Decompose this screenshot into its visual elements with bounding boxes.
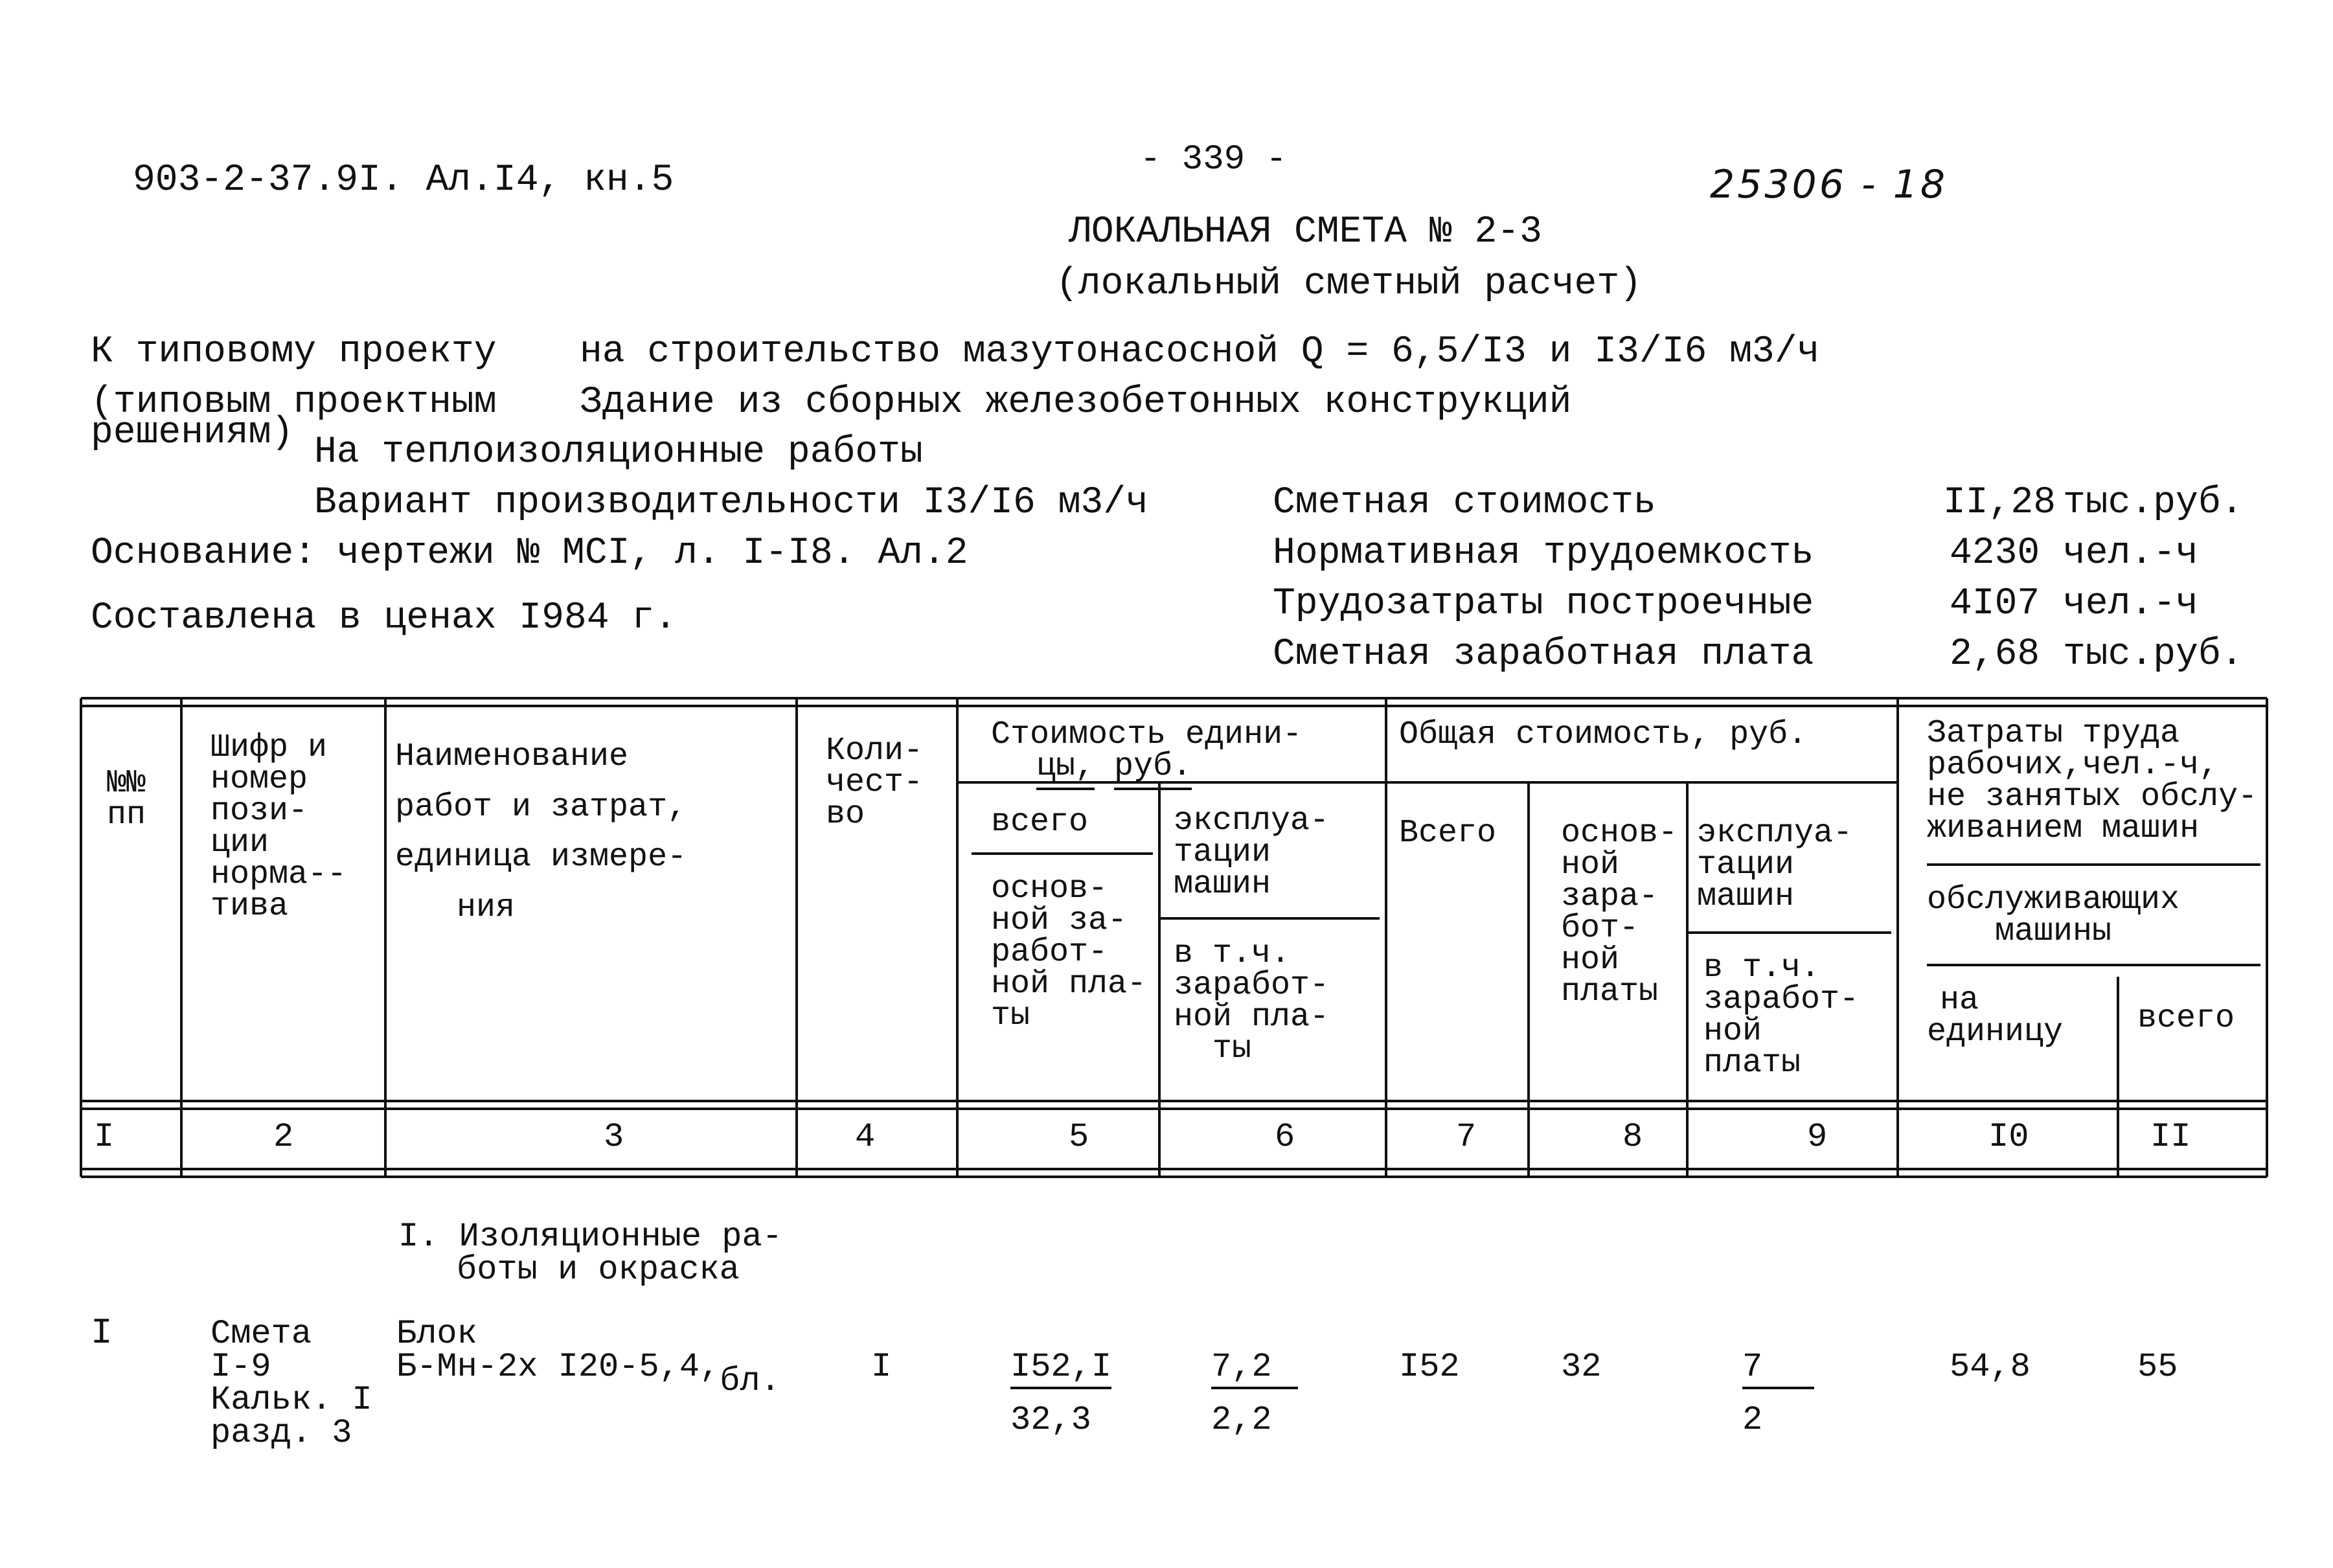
summary-label: Сметная стоимость bbox=[1273, 482, 1656, 524]
header-text: в т.ч. bbox=[1703, 949, 1821, 986]
summary-value: 2,68 bbox=[1950, 633, 2040, 676]
header-text: Стоимость едини- bbox=[991, 716, 1303, 753]
row-unit-machine: 7,2 bbox=[1211, 1350, 1298, 1389]
header-unit-machine-wage bbox=[1174, 935, 1330, 1067]
row-code-line: Кальк. I bbox=[211, 1380, 372, 1419]
summary-label: Сметная заработная плата bbox=[1273, 633, 1814, 676]
header-text: пози- bbox=[211, 793, 308, 830]
header-text: ной пла- bbox=[991, 966, 1147, 1003]
summary-unit: тыс.руб. bbox=[2063, 633, 2244, 676]
header-text: машин bbox=[1697, 878, 1795, 915]
column-number: II bbox=[2150, 1118, 2191, 1156]
row-name-line bbox=[396, 1347, 780, 1400]
header-text: единица измере- bbox=[395, 839, 687, 876]
header-labor-service bbox=[1927, 881, 2180, 950]
header-text: ния bbox=[457, 889, 516, 926]
header-text: ной bbox=[1561, 846, 1620, 883]
header-text: цы, bbox=[1036, 748, 1095, 790]
row-name-text: Б-Мн-2х I20-5,4, bbox=[396, 1347, 720, 1386]
header-unit-cost bbox=[991, 716, 1303, 785]
header-text: эксплуа- bbox=[1697, 815, 1853, 852]
column-number: I bbox=[94, 1118, 115, 1156]
header-unit-machine bbox=[1174, 802, 1330, 903]
header-text: ты bbox=[1212, 1030, 1252, 1067]
summary-label: Трудозатраты построечные bbox=[1273, 583, 1814, 625]
header-text: обслуживающих bbox=[1927, 881, 2180, 918]
column-number: 5 bbox=[1069, 1118, 1089, 1156]
header-text: руб. bbox=[1114, 748, 1192, 790]
header-text: Наименование bbox=[395, 738, 629, 775]
summary-unit: чел.-ч bbox=[2063, 532, 2198, 574]
page-number: - 339 - bbox=[1140, 140, 1287, 179]
header-text: не занятых обслу- bbox=[1927, 778, 2258, 815]
header-labor-unit bbox=[1927, 982, 2064, 1051]
header-text: бот- bbox=[1561, 910, 1639, 947]
header-text: Шифр и bbox=[211, 729, 328, 766]
section-title bbox=[398, 1218, 782, 1289]
row-total-wage: 32 bbox=[1561, 1348, 1602, 1386]
basis-value: чертежи № МСI, л. I-I8. Ал.2 bbox=[337, 532, 968, 574]
row-total-machine-wage: 2 bbox=[1742, 1401, 1763, 1439]
header-text: машин bbox=[1174, 866, 1271, 903]
column-number: I0 bbox=[1988, 1118, 2029, 1156]
row-unit-wage: 32,3 bbox=[1010, 1401, 1091, 1439]
row-code-line: I-9 bbox=[211, 1347, 271, 1386]
row-unit: бл. bbox=[720, 1361, 780, 1400]
row-code-line: Смета bbox=[211, 1315, 312, 1353]
header-text: номер bbox=[211, 761, 308, 798]
header-text: живанием машин bbox=[1927, 810, 2200, 847]
header-code bbox=[211, 729, 347, 925]
header-text: норма-- bbox=[211, 856, 347, 893]
row-unit-cost bbox=[1010, 1350, 1111, 1437]
section-title-line: боты и окраска bbox=[457, 1250, 740, 1289]
project-name-line2: Здание из сборных железобетонных конструкций bbox=[580, 381, 1572, 424]
header-text: эксплуа- bbox=[1174, 802, 1330, 839]
header-text: ной пла- bbox=[1174, 999, 1330, 1036]
header-text: работ и затрат, bbox=[395, 788, 687, 826]
header-text: во bbox=[826, 796, 865, 833]
header-text: зара- bbox=[1561, 878, 1659, 915]
header-text: ной за- bbox=[991, 902, 1128, 939]
summary-unit: чел.-ч bbox=[2063, 583, 2198, 625]
column-number: 4 bbox=[855, 1118, 876, 1156]
header-qty bbox=[826, 733, 924, 833]
header-total-machine-wage bbox=[1703, 949, 1860, 1082]
header-text: тива bbox=[211, 888, 289, 925]
header-no bbox=[107, 765, 146, 834]
work-type: На теплоизоляционные работы bbox=[314, 431, 923, 473]
summary-unit: тыс.руб. bbox=[2063, 482, 2244, 524]
project-label-line3: решениям) bbox=[91, 412, 294, 454]
column-number: 6 bbox=[1275, 1118, 1295, 1156]
header-text: платы bbox=[1703, 1045, 1801, 1082]
header-text: основ- bbox=[991, 870, 1108, 907]
row-labor-unit: 54,8 bbox=[1950, 1348, 2031, 1386]
summary-label: Нормативная трудоемкость bbox=[1273, 532, 1814, 574]
header-text: чест- bbox=[826, 764, 924, 801]
header-text: в т.ч. bbox=[1174, 935, 1291, 972]
header-text: ной bbox=[1561, 942, 1620, 979]
column-number: 3 bbox=[604, 1118, 624, 1156]
header-unit-wage bbox=[991, 870, 1147, 1034]
column-number: 7 bbox=[1456, 1118, 1477, 1156]
row-number: I bbox=[91, 1312, 113, 1354]
document-code: 903-2-37.9I. Ал.I4, кн.5 bbox=[133, 159, 674, 201]
row-total-machine: 7 bbox=[1742, 1350, 1814, 1389]
header-text: тации bbox=[1697, 846, 1795, 883]
header-text: на bbox=[1940, 982, 1979, 1019]
header-text: тации bbox=[1174, 834, 1271, 871]
summary-value: 4I07 bbox=[1950, 583, 2040, 625]
header-text: пп bbox=[107, 797, 146, 834]
header-text: основ- bbox=[1561, 815, 1678, 852]
header-text: машины bbox=[1995, 913, 2112, 950]
header-text bbox=[991, 748, 1302, 785]
summary-value: 4230 bbox=[1950, 532, 2040, 574]
variant: Вариант производительности I3/I6 м3/ч bbox=[314, 482, 1148, 524]
header-text: заработ- bbox=[1174, 967, 1330, 1004]
header-total-machine bbox=[1697, 817, 1852, 913]
column-number: 9 bbox=[1807, 1118, 1828, 1156]
header-text: заработ- bbox=[1703, 981, 1860, 1018]
row-name-line: Блок bbox=[396, 1315, 477, 1353]
price-level: Составлена в ценах I984 г. bbox=[91, 597, 677, 639]
column-number: 2 bbox=[273, 1118, 294, 1156]
project-name-line1: на строительство мазутонасосной Q = 6,5/I3 и I3/I6 м3/ч bbox=[580, 331, 1820, 373]
header-labor bbox=[1927, 715, 2258, 847]
header-total-wage bbox=[1561, 817, 1678, 1008]
row-code bbox=[211, 1315, 372, 1452]
row-name bbox=[396, 1315, 780, 1400]
header-text: ной bbox=[1703, 1013, 1762, 1050]
project-label-line2: (типовым проектным bbox=[91, 381, 497, 424]
row-total: I52 bbox=[1399, 1348, 1460, 1386]
header-labor-total: всего bbox=[2137, 1000, 2235, 1037]
header-text: рабочих,чел.-ч, bbox=[1927, 747, 2219, 784]
row-unit-machine-cost bbox=[1211, 1350, 1298, 1437]
header-text: №№ bbox=[107, 765, 146, 802]
row-code-line: разд. 3 bbox=[211, 1413, 352, 1452]
header-text: единицу bbox=[1927, 1014, 2064, 1051]
row-unit-machine-wage: 2,2 bbox=[1211, 1401, 1272, 1439]
header-text: ции bbox=[211, 824, 269, 861]
handwritten-number: 25306 - 18 bbox=[1710, 162, 1948, 207]
header-total-cost: Общая стоимость, руб. bbox=[1399, 716, 1808, 753]
header-total-all: Всего bbox=[1399, 815, 1497, 852]
row-labor-total: 55 bbox=[2137, 1348, 2178, 1386]
column-number: 8 bbox=[1622, 1118, 1643, 1156]
header-text: платы bbox=[1561, 973, 1659, 1010]
header-text: Затраты труда bbox=[1927, 715, 2180, 752]
project-label-line1: К типовому проекту bbox=[91, 331, 497, 373]
row-unit-total: I52,I bbox=[1010, 1350, 1111, 1389]
row-total-machine-cost bbox=[1742, 1350, 1814, 1437]
header-text: ты bbox=[991, 997, 1030, 1034]
document-subtitle: (локальный сметный расчет) bbox=[1056, 263, 1642, 305]
row-qty: I bbox=[871, 1348, 892, 1386]
header-name bbox=[395, 732, 687, 933]
header-text: Коли- bbox=[826, 733, 924, 769]
header-text: работ- bbox=[991, 934, 1108, 971]
header-unit-total: всего bbox=[991, 804, 1089, 841]
document-title: ЛОКАЛЬНАЯ СМЕТА № 2-3 bbox=[1069, 211, 1542, 253]
section-title-line: I. Изоляционные ра- bbox=[398, 1218, 782, 1256]
basis-label: Основание: bbox=[91, 532, 317, 574]
summary-value: II,28 bbox=[1943, 482, 2056, 524]
